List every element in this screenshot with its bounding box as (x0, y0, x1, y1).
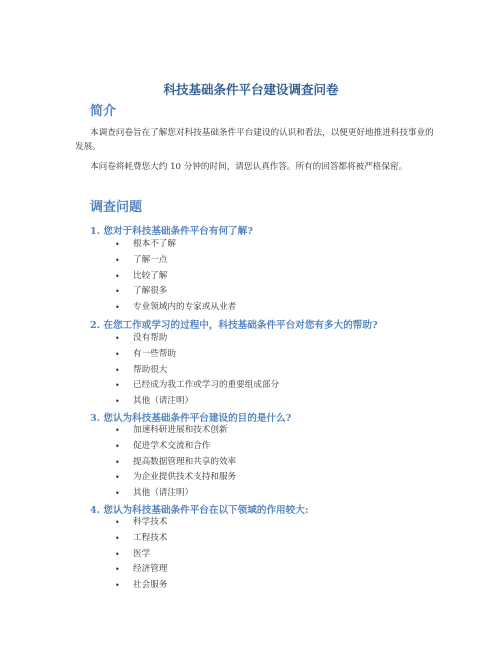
option-item[interactable] (0, 439, 236, 455)
option-label: 专业领域内的专家或从业者 (133, 302, 237, 313)
option-item[interactable] (0, 237, 236, 253)
question-3-label: 3. 您认为科技基础条件平台建设的目的是什么? (90, 413, 292, 424)
option-item[interactable] (0, 300, 236, 316)
bullet-icon: • (115, 581, 120, 591)
option-label: 医学 (133, 548, 151, 559)
option-label: 根本不了解 (133, 239, 176, 249)
bullet-icon: • (115, 334, 120, 343)
question-1-options (0, 237, 236, 316)
bullet-icon: • (115, 349, 120, 359)
option-label: 促进学术交流和合作 (133, 440, 211, 451)
option-label: 社会服务 (133, 580, 168, 591)
option-item[interactable] (0, 423, 236, 439)
option-label: 没有帮助 (133, 333, 168, 343)
bullet-icon: • (115, 473, 120, 483)
option-label: 帮助很大 (133, 364, 168, 375)
option-item[interactable] (0, 284, 236, 300)
option-label: 比较了解 (133, 270, 168, 281)
option-label: 提高数据管理和共享的效率 (133, 456, 237, 467)
bullet-icon: • (115, 441, 120, 451)
bullet-icon: • (115, 565, 120, 575)
option-item[interactable] (0, 455, 236, 471)
document-title: 科技基础条件平台建设调查问卷 (163, 82, 339, 97)
question-2-label: 2. 在您工作或学习的过程中，科技基础条件平台对您有多大的帮助? (90, 320, 378, 331)
option-item[interactable] (0, 470, 236, 486)
bullet-icon: • (115, 303, 120, 313)
bullet-icon: • (115, 271, 120, 281)
option-item[interactable] (0, 578, 167, 594)
question-4-options (0, 515, 167, 594)
option-item[interactable] (0, 347, 279, 363)
option-item[interactable] (0, 562, 167, 578)
option-label: 已经成为我工作或学习的重要组成部分 (133, 380, 280, 391)
option-label: 了解很多 (133, 286, 168, 297)
bullet-icon: • (115, 381, 120, 391)
question-1-label: 1. 您对于科技基础条件平台有何了解? (90, 226, 253, 237)
option-label: 科学技术 (133, 517, 168, 527)
bullet-icon: • (115, 457, 120, 467)
option-item[interactable] (0, 363, 279, 379)
option-label: 工程技术 (133, 532, 168, 543)
bullet-icon: • (115, 240, 120, 249)
option-item[interactable] (0, 253, 236, 269)
option-label: 有一些帮助 (133, 348, 176, 359)
bullet-icon: • (115, 549, 120, 559)
survey-heading: 调查问题 (90, 200, 143, 215)
option-item[interactable] (0, 269, 236, 285)
bullet-icon: • (115, 426, 120, 435)
intro-paragraph-2: 本问卷将耗费您大约 10 分钟的时间，请您认真作答。所有的回答都将被严格保密。 (90, 162, 408, 172)
bullet-icon: • (115, 255, 120, 265)
option-item[interactable] (0, 531, 167, 547)
option-item[interactable] (0, 486, 236, 502)
question-2-options (0, 331, 279, 410)
option-label: 为企业提供技术支持和服务 (133, 472, 237, 483)
question-3-options (0, 423, 236, 502)
question-4-label: 4. 您认为科技基础条件平台在以下领域的作用较大: (90, 505, 309, 516)
bullet-icon: • (115, 397, 120, 407)
option-item[interactable] (0, 515, 167, 531)
bullet-icon: • (115, 518, 120, 527)
option-item[interactable] (0, 394, 279, 410)
option-label: 其他（请注明） (133, 396, 194, 407)
bullet-icon: • (115, 533, 120, 543)
option-label: 了解一点 (133, 254, 168, 265)
intro-heading: 简介 (90, 104, 117, 119)
option-item[interactable] (0, 331, 279, 347)
bullet-icon: • (115, 489, 120, 499)
option-label: 经济管理 (133, 564, 168, 575)
option-label: 其他（请注明） (133, 488, 194, 499)
option-item[interactable] (0, 547, 167, 563)
intro-paragraph-1: 本调查问卷旨在了解您对科技基础条件平台建设的认识和看法，以便更好地推进科技事业的发展。 (75, 128, 434, 152)
bullet-icon: • (115, 365, 120, 375)
bullet-icon: • (115, 287, 120, 297)
option-item[interactable] (0, 378, 279, 394)
option-label: 加速科研进展和技术创新 (133, 425, 228, 435)
